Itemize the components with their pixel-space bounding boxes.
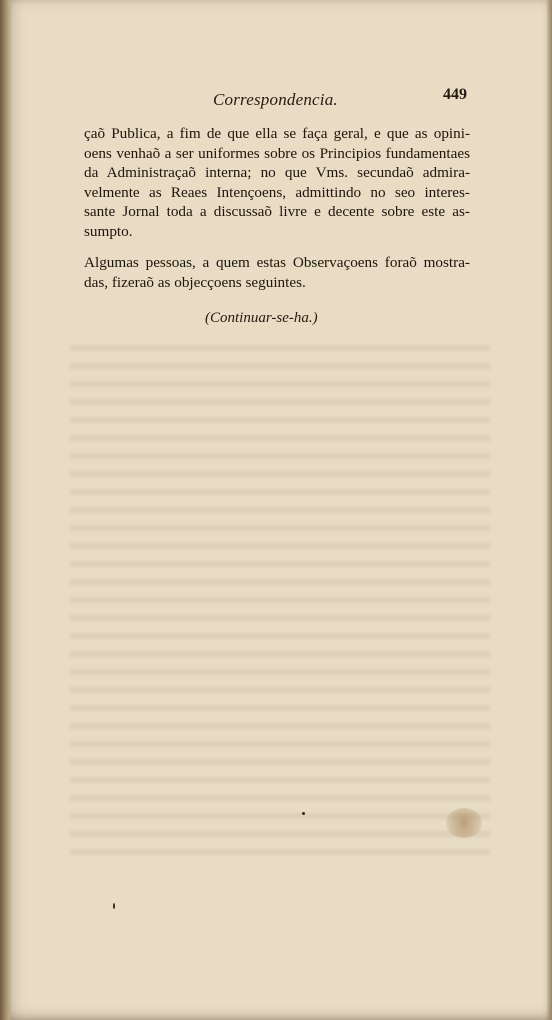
text-line: velmente as Reaes Intençoens, admittindo no seo interes- xyxy=(84,183,470,201)
paper-stain xyxy=(446,808,482,838)
text-line: oens venhaõ a ser uniformes sobre os Principios fundamentaes xyxy=(84,144,470,162)
page-edge xyxy=(546,0,552,1020)
ink-speck xyxy=(302,812,305,815)
text-line: da Administraçaõ interna; no que Vms. secundaõ admira- xyxy=(84,164,470,181)
text-line: sante Jornal toda a discussaõ livre e decente sobre este as- xyxy=(84,203,470,220)
bleed-through-text xyxy=(70,345,490,865)
paragraph2-first-line: Algumas pessoas, a quem estas Observaçoens foraõ mostra- xyxy=(84,254,470,271)
ink-speck xyxy=(113,903,115,909)
page-number: 449 xyxy=(443,86,467,103)
text-line: sumpto. xyxy=(84,222,133,240)
page-gutter xyxy=(0,0,12,1020)
text-line: çaõ Publica, a fim de que ella se faça geral, e que as opini- xyxy=(84,125,470,142)
paragraph-gap xyxy=(84,241,470,253)
continuation-note: (Continuar-se-ha.) xyxy=(205,310,318,326)
running-title: Correspondencia. xyxy=(213,90,338,109)
text-line: das, fizeraõ as objecçoens seguintes. xyxy=(84,273,306,291)
body-text xyxy=(84,124,470,292)
text-line xyxy=(84,253,470,273)
